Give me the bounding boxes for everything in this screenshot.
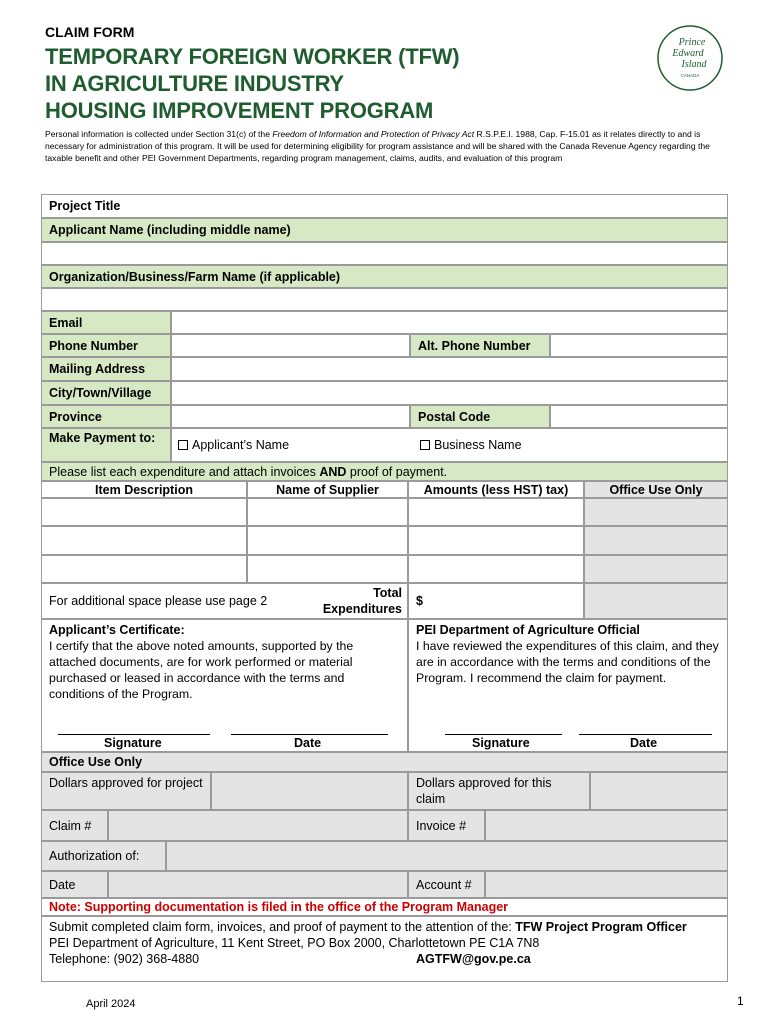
make-payment-options <box>171 428 728 462</box>
total-input[interactable]: $ <box>408 583 584 619</box>
invoice-number-input[interactable] <box>485 810 728 841</box>
applicant-signature-label: Signature <box>104 736 162 750</box>
amount-input-3[interactable] <box>408 555 584 583</box>
title-line-1: TEMPORARY FOREIGN WORKER (TFW) <box>45 44 460 69</box>
col-item-description: Item Description <box>41 481 247 498</box>
title-line-3: HOUSING IMPROVEMENT PROGRAM <box>45 98 434 123</box>
claim-number-input[interactable] <box>108 810 408 841</box>
organization-input[interactable] <box>41 288 728 311</box>
email-label: Email <box>41 311 171 334</box>
project-title-field[interactable]: Project Title <box>41 194 728 218</box>
title-line-2: IN AGRICULTURE INDUSTRY <box>45 71 344 96</box>
col-amount: Amounts (less HST) tax) <box>408 481 584 498</box>
organization-label: Organization/Business/Farm Name (if applicable) <box>41 265 728 288</box>
city-input[interactable] <box>171 381 728 405</box>
amount-input-1[interactable] <box>408 498 584 526</box>
alt-phone-label: Alt. Phone Number <box>410 334 550 357</box>
office-use-heading: Office Use Only <box>41 752 728 772</box>
authorization-input[interactable] <box>166 841 728 871</box>
submission-instructions <box>41 916 728 982</box>
city-label: City/Town/Village <box>41 381 171 405</box>
applicant-certificate-heading: Applicant’s Certificate: <box>49 623 185 637</box>
checkbox-icon <box>420 440 430 450</box>
item-input-3[interactable] <box>41 555 247 583</box>
phone-label: Phone Number <box>41 334 171 357</box>
page-number: 1 <box>737 994 744 1008</box>
contact-line <box>49 951 720 967</box>
col-supplier: Name of Supplier <box>247 481 408 498</box>
dollars-project-label: Dollars approved for project <box>41 772 211 810</box>
logo-text-4: CANADA <box>680 73 700 78</box>
official-signature-label: Signature <box>472 736 530 750</box>
footer-date: April 2024 <box>86 998 136 1010</box>
item-input-1[interactable] <box>41 498 247 526</box>
province-input[interactable] <box>171 405 410 428</box>
documentation-note: Note: Supporting documentation is filed in the office of the Program Manager <box>41 898 728 916</box>
official-date-line[interactable] <box>579 734 712 735</box>
applicant-name-input[interactable] <box>41 242 728 265</box>
supplier-input-3[interactable] <box>247 555 408 583</box>
authorization-label: Authorization of: <box>41 841 166 871</box>
official-signature-line[interactable] <box>445 734 562 735</box>
email-input[interactable] <box>171 311 728 334</box>
applicant-name-checkbox[interactable]: Applicant’s Name <box>178 438 289 452</box>
office-cell-1 <box>584 498 728 526</box>
official-date-label: Date <box>630 736 658 750</box>
business-name-checkbox[interactable]: Business Name <box>420 438 522 452</box>
alt-phone-input[interactable] <box>550 334 728 357</box>
checkbox-icon <box>178 440 188 450</box>
supplier-input-1[interactable] <box>247 498 408 526</box>
mailing-label: Mailing Address <box>41 357 171 381</box>
contact-email[interactable]: AGTFW@gov.pe.ca <box>416 952 531 966</box>
dollars-project-input[interactable] <box>211 772 408 810</box>
dollars-claim-label: Dollars approved for this claim <box>408 772 590 810</box>
pei-logo <box>656 24 724 92</box>
logo-text-3: Island <box>681 59 707 70</box>
department-address: PEI Department of Agriculture, 11 Kent Street, PO Box 2000, Charlottetown PE C1A 7N8 <box>49 936 540 950</box>
applicant-date-line[interactable] <box>231 734 388 735</box>
total-row <box>41 583 408 619</box>
applicant-certificate-text: I certify that the above noted amounts, supported by the attached documents, are for work performed or material purchased or leased in accordance with the terms and conditions of the Program. <box>49 639 354 701</box>
telephone: Telephone: (902) 368-4880 <box>49 952 200 966</box>
invoice-number-label: Invoice # <box>408 810 485 841</box>
submit-text: Submit completed claim form, invoices, and proof of payment to the attention of the: TFW Project Program Officer <box>49 920 687 934</box>
logo-text-1: Prince <box>678 37 706 48</box>
date-label: Date <box>41 871 108 898</box>
official-certificate-heading: PEI Department of Agriculture Official <box>416 623 640 637</box>
total-label: Total Expenditures <box>322 586 402 616</box>
additional-space-note: For additional space please use page 2 <box>49 594 268 608</box>
office-cell-2 <box>584 526 728 555</box>
make-payment-label: Make Payment to: <box>41 428 171 462</box>
applicant-certificate <box>41 619 408 752</box>
expenditure-instruction: Please list each expenditure and attach invoices AND proof of payment. <box>41 462 728 481</box>
col-office-use: Office Use Only <box>584 481 728 498</box>
official-certificate-text: I have reviewed the expenditures of this claim, and they are in accordance with the terms and conditions of the Program. I recommend the claim for payment. <box>416 639 719 685</box>
phone-input[interactable] <box>171 334 410 357</box>
logo-text-2: Edward <box>672 48 704 59</box>
claim-number-label: Claim # <box>41 810 108 841</box>
account-number-label: Account # <box>408 871 485 898</box>
account-number-input[interactable] <box>485 871 728 898</box>
privacy-notice: Personal information is collected under Section 31(c) of the Freedom of Information and Protection of Privacy Act R.S.P.E.I. 1988, Cap. F-15.01 as it relates directly to and is necessary for administration of this program. It will be used for determining eligibility for program assistance and will be shared with the Canada Revenue Agency regarding the taxable benefit and other PEI Government Departments, regarding program management, claims, audits, and evaluation of this program <box>45 129 710 163</box>
applicant-signature-line[interactable] <box>58 734 210 735</box>
province-label: Province <box>41 405 171 428</box>
supplier-input-2[interactable] <box>247 526 408 555</box>
item-input-2[interactable] <box>41 526 247 555</box>
office-cell-total <box>584 583 728 619</box>
applicant-name-label: Applicant Name (including middle name) <box>41 218 728 242</box>
applicant-date-label: Date <box>294 736 322 750</box>
dollars-claim-input[interactable] <box>590 772 728 810</box>
amount-input-2[interactable] <box>408 526 584 555</box>
postal-label: Postal Code <box>410 405 550 428</box>
date-input[interactable] <box>108 871 408 898</box>
postal-input[interactable] <box>550 405 728 428</box>
official-certificate <box>408 619 728 752</box>
mailing-input[interactable] <box>171 357 728 381</box>
form-label: CLAIM FORM <box>45 24 135 40</box>
office-cell-3 <box>584 555 728 583</box>
